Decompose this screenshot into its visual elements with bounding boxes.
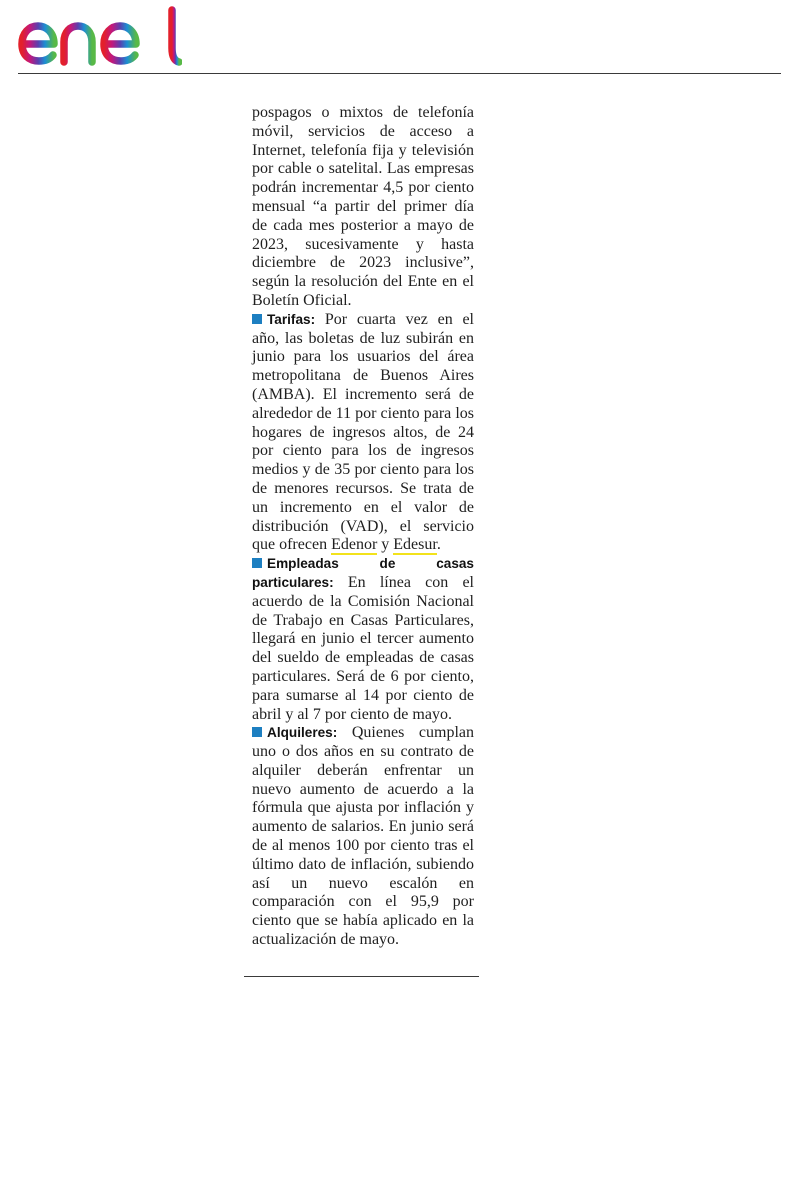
section-label: Empleadas de casas particulares: bbox=[252, 556, 474, 590]
article-column bbox=[252, 104, 474, 950]
blue-square-bullet-icon bbox=[252, 558, 262, 568]
page-header bbox=[0, 0, 800, 76]
blue-square-bullet-icon bbox=[252, 727, 262, 737]
section-text-end: . bbox=[436, 536, 441, 554]
blue-square-bullet-icon bbox=[252, 314, 262, 324]
section-alquileres bbox=[252, 724, 474, 950]
section-tarifas bbox=[252, 311, 474, 555]
intro-paragraph: pospagos o mixtos de telefonía móvil, servicios de acceso a Internet, telefonía fija y televisión por cable o satelital. Las empresas podrán incrementar 4,5 por ciento mensual “a partir del primer día de cada mes posterior a mayo de 2023, sucesivamente y hasta diciembre de 2023 inclusive”, según la resolución del Ente en el Boletín Oficial. bbox=[252, 104, 474, 309]
section-label: Alquileres: bbox=[267, 725, 338, 741]
header-divider bbox=[18, 73, 781, 74]
highlight-edesur: Edesur bbox=[393, 536, 437, 554]
section-text: Quienes cumplan uno o dos años en su contrato de alquiler deberán enfrentar un nuevo aumento de acuerdo a la fórmula que ajusta por inflación y aumento de salarios. En junio será de al menos 100 por ciento tras el último dato de inflación, subiendo así un nuevo escalón en comparación con el 95,9 por ciento que se había aplicado en la actualización de mayo. bbox=[252, 724, 474, 949]
section-empleadas bbox=[252, 555, 474, 724]
section-text: En línea con el acuerdo de la Comisión Nacional de Trabajo en Casas Particulares, llegará en junio el tercer aumento del sueldo de empleadas de casas particulares. Será de 6 por ciento, para sumarse al 14 por ciento de abril y al 7 por ciento de mayo. bbox=[252, 573, 474, 723]
enel-logo bbox=[16, 4, 182, 70]
section-text-connector: y bbox=[377, 536, 394, 554]
section-text: Por cuarta vez en el año, las boletas de luz subirán en junio para los usuarios del área metropolitana de Buenos Aires (AMBA). El incremento será de alrededor de 11 por ciento para los hogares de ingresos altos, de 24 por ciento para los de ingresos medios y de 35 por ciento para los de menores recursos. Se trata de un incremento en el valor de distribución (VAD), el servicio que ofrecen bbox=[252, 310, 475, 554]
section-label: Tarifas: bbox=[267, 311, 316, 327]
article-end-divider bbox=[244, 976, 479, 977]
highlight-edenor: Edenor bbox=[331, 536, 378, 554]
